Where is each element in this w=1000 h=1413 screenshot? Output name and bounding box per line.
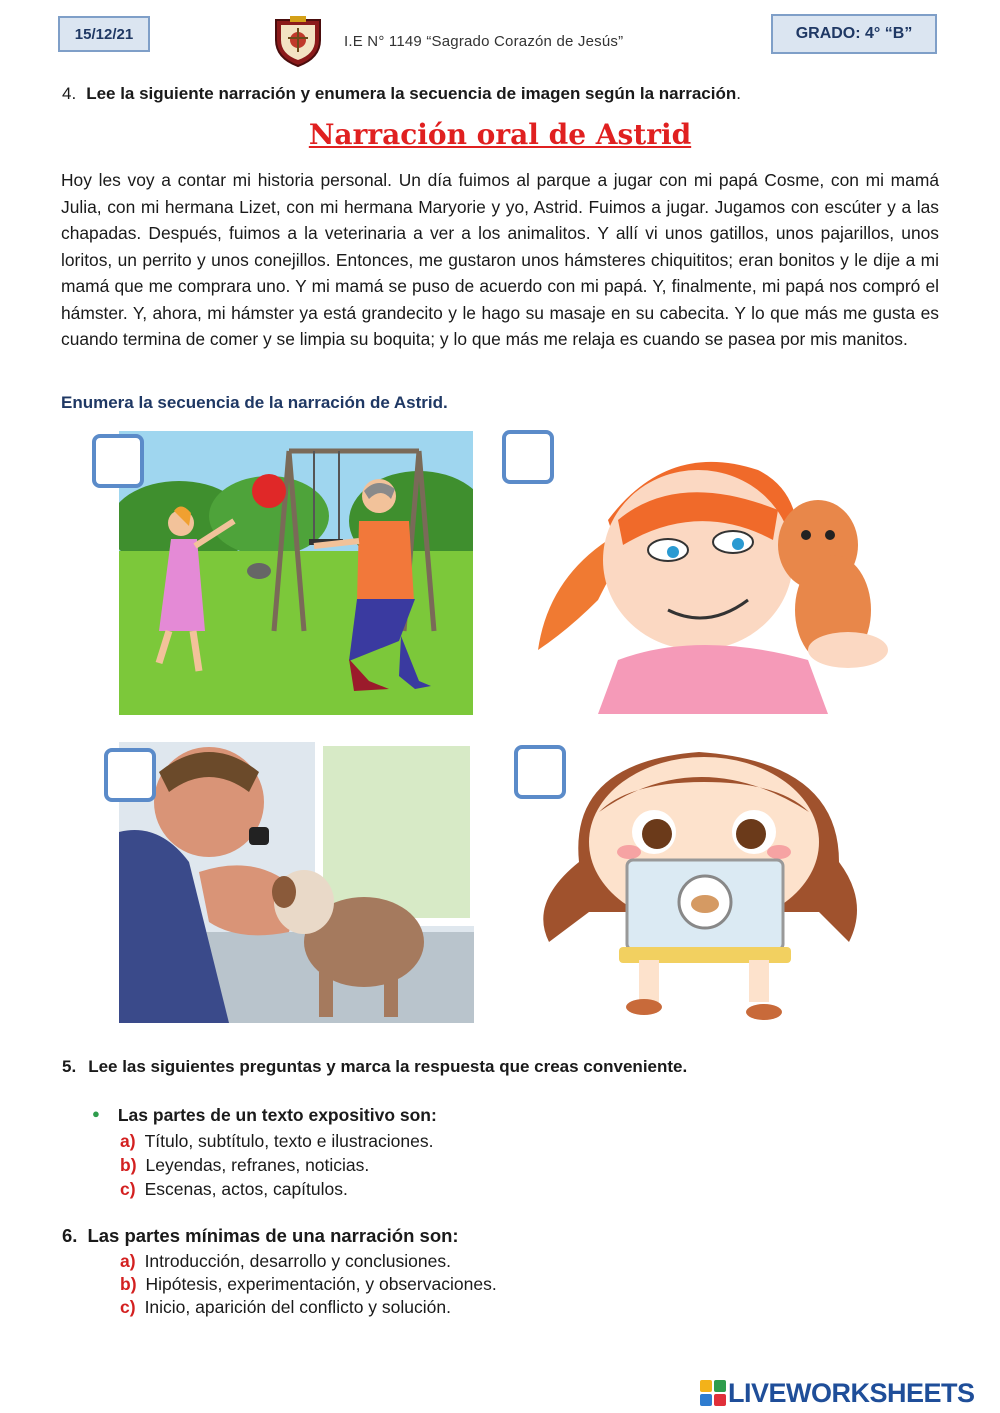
option-letter: a)	[120, 1131, 136, 1151]
option-text: Introducción, desarrollo y conclusiones.	[144, 1251, 451, 1271]
option-text: Leyendas, refranes, noticias.	[145, 1155, 370, 1175]
q5-option-a[interactable]	[120, 1131, 433, 1152]
option-text: Inicio, aparición del conflicto y solución.	[144, 1297, 451, 1317]
q5-option-b[interactable]	[120, 1155, 369, 1176]
liveworksheets-logo-text: LIVEWORKSHEETS	[728, 1377, 975, 1408]
sequence-input-box-4[interactable]	[514, 745, 566, 799]
q6-option-c[interactable]	[120, 1297, 451, 1318]
question-4	[62, 84, 741, 104]
option-letter: b)	[120, 1155, 137, 1175]
date-box: 15/12/21	[58, 16, 150, 52]
park-play-illustration	[119, 431, 473, 715]
sequence-input-box-1[interactable]	[92, 434, 144, 488]
school-crest-icon	[272, 14, 324, 68]
question-5-prompt-text: Las partes de un texto expositivo son:	[117, 1105, 437, 1125]
girl-with-hamster-cage-illustration	[519, 742, 891, 1023]
vet-with-puppy-photo	[119, 742, 474, 1023]
grade-box: GRADO: 4° “B”	[771, 14, 937, 54]
question-instruction: Lee la siguiente narración y enumera la secuencia de imagen según la narración	[86, 84, 737, 103]
option-text: Hipótesis, experimentación, y observaciones.	[145, 1274, 497, 1294]
girl-with-hamster-illustration	[528, 430, 888, 714]
q5-option-c[interactable]	[120, 1179, 348, 1200]
story-title: Narración oral de Astrid	[308, 118, 692, 151]
sequence-heading: Enumera la secuencia de la narración de Astrid.	[61, 393, 448, 412]
sequence-input-box-3[interactable]	[104, 748, 156, 802]
question-5-prompt	[92, 1105, 437, 1126]
q6-option-b[interactable]	[120, 1274, 497, 1295]
question-instruction: Lee las siguientes preguntas y marca la respuesta que creas conveniente.	[88, 1057, 688, 1076]
option-text: Escenas, actos, capítulos.	[144, 1179, 348, 1199]
question-5	[62, 1057, 687, 1077]
option-text: Título, subtítulo, texto e ilustraciones.	[144, 1131, 434, 1151]
liveworksheets-logo	[700, 1378, 975, 1408]
option-letter: c)	[120, 1179, 136, 1199]
q6-option-a[interactable]	[120, 1251, 451, 1272]
liveworksheets-logo-icon	[700, 1380, 726, 1406]
sequence-input-box-2[interactable]	[502, 430, 554, 484]
question-number: 6.	[62, 1225, 78, 1246]
question-number: 5.	[62, 1057, 77, 1076]
question-number: 4.	[62, 84, 77, 103]
story-text: Hoy les voy a contar mi historia personal. Un día fuimos al parque a jugar con mi papá Cosme, con mi mamá Julia, con mi hermana Lizet, con mi hermana Maryorie y yo, Astrid. Fuimos a jugar. Jugamos con escúter y a las chapadas. Después, fuimos a la veterinaria a ver a los animalitos. Y allí vi unos gatillos, unos pajarillos, unos loritos, un perrito y unos conejillos. Entonces, me gustaron unos hámsteres chiquititos; eran bonitos y le dije a mi mamá que me comprara uno. Y mi mamá se puso de acuerdo con mi papá. Y, finalmente, mi papá nos compró el hámster. Y, ahora, mi hámster ya está grandecito y le hago su masaje en su cabecita. Y lo que más me gusta es cuando termina de comer y se limpia su boquita; y lo que más me relaja es cuando se pasea por mis manitos.	[61, 170, 939, 349]
option-letter: c)	[120, 1297, 136, 1317]
bullet-icon: ●	[92, 1106, 100, 1121]
option-letter: a)	[120, 1251, 136, 1271]
question-instruction: Las partes mínimas de una narración son:	[87, 1225, 459, 1246]
question-period: .	[736, 84, 741, 103]
school-name: I.E N° 1149 “Sagrado Corazón de Jesús”	[344, 33, 624, 50]
option-letter: b)	[120, 1274, 137, 1294]
question-6	[62, 1225, 459, 1247]
